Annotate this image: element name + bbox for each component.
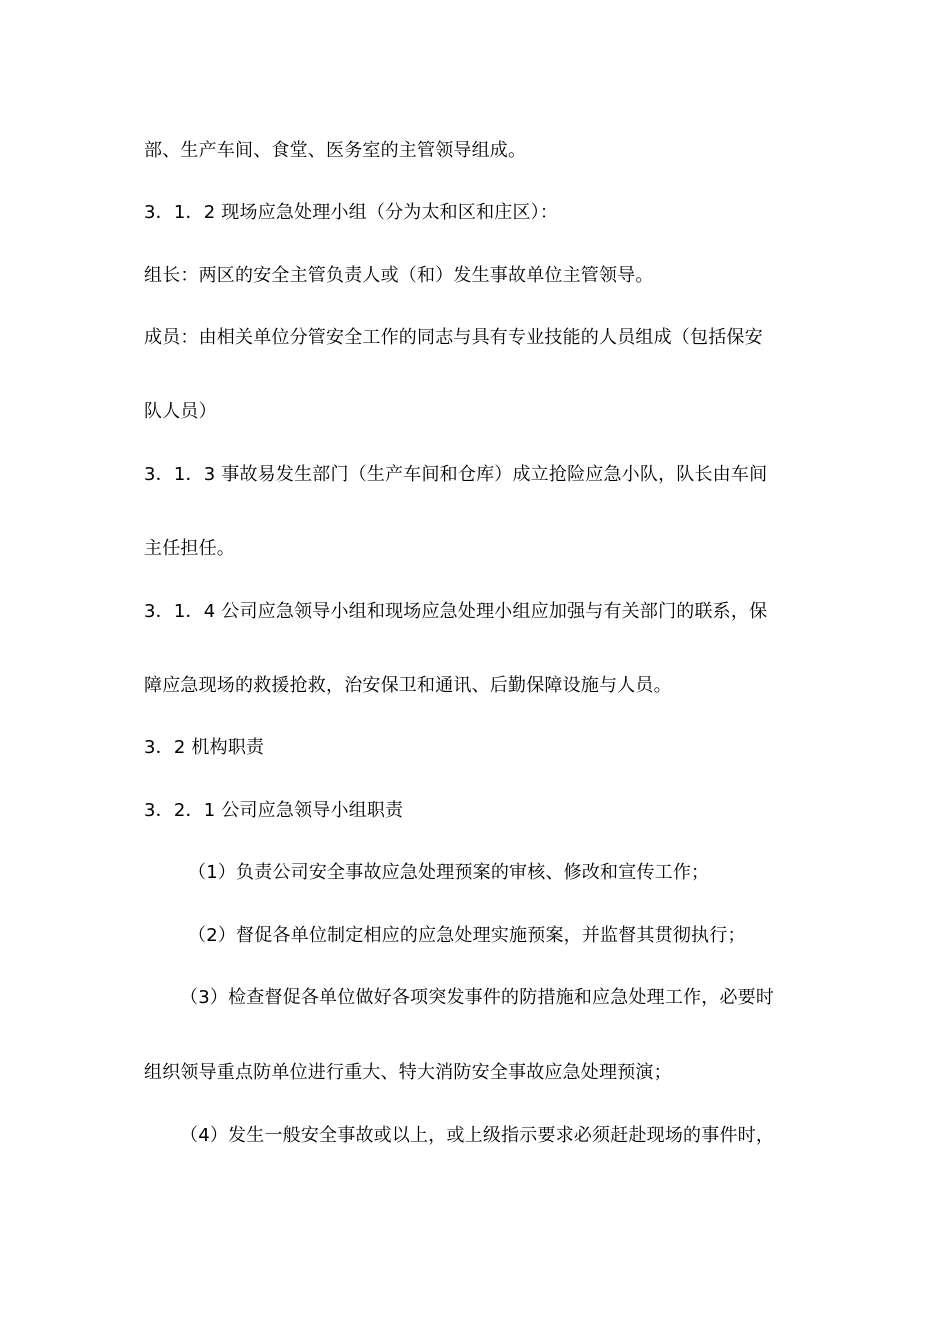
text-line: 主任担任。 (144, 538, 235, 559)
list-item: （2）督促各单位制定相应的应急处理实施预案，并监督其贯彻执行； (188, 925, 746, 946)
list-item: （4）发生一般安全事故或以上，或上级指示要求必须赶赴现场的事件时， (180, 1125, 775, 1146)
text-line: 部、生产车间、食堂、医务室的主管领导组成。 (144, 140, 527, 161)
text-line: 障应急现场的救援抢救，治安保卫和通讯、后勤保障设施与人员。 (144, 675, 672, 696)
section-heading: 3．1．2 现场应急处理小组（分为太和区和庄区）： (144, 202, 559, 223)
section-heading: 3．1．4 公司应急领导小组和现场应急处理小组应加强与有关部门的联系，保 (144, 601, 768, 622)
text-line: 组织领导重点防单位进行重大、特大消防安全事故应急处理预演； (144, 1062, 672, 1083)
list-item: （1）负责公司安全事故应急处理预案的审核、修改和宣传工作； (188, 862, 710, 883)
list-item: （3）检查督促各单位做好各项突发事件的防措施和应急处理工作，必要时 (180, 987, 775, 1008)
section-heading: 3．2．1 公司应急领导小组职责 (144, 800, 404, 821)
text-line: 成员：由相关单位分管安全工作的同志与具有专业技能的人员组成（包括保安 (144, 327, 763, 348)
section-heading: 3．2 机构职责 (144, 737, 265, 758)
section-heading: 3．1．3 事故易发生部门（生产车间和仓库）成立抢险应急小队，队长由车间 (144, 464, 768, 485)
text-line: 队人员） (144, 401, 217, 422)
text-line: 组长：两区的安全主管负责人或（和）发生事故单位主管领导。 (144, 265, 654, 286)
